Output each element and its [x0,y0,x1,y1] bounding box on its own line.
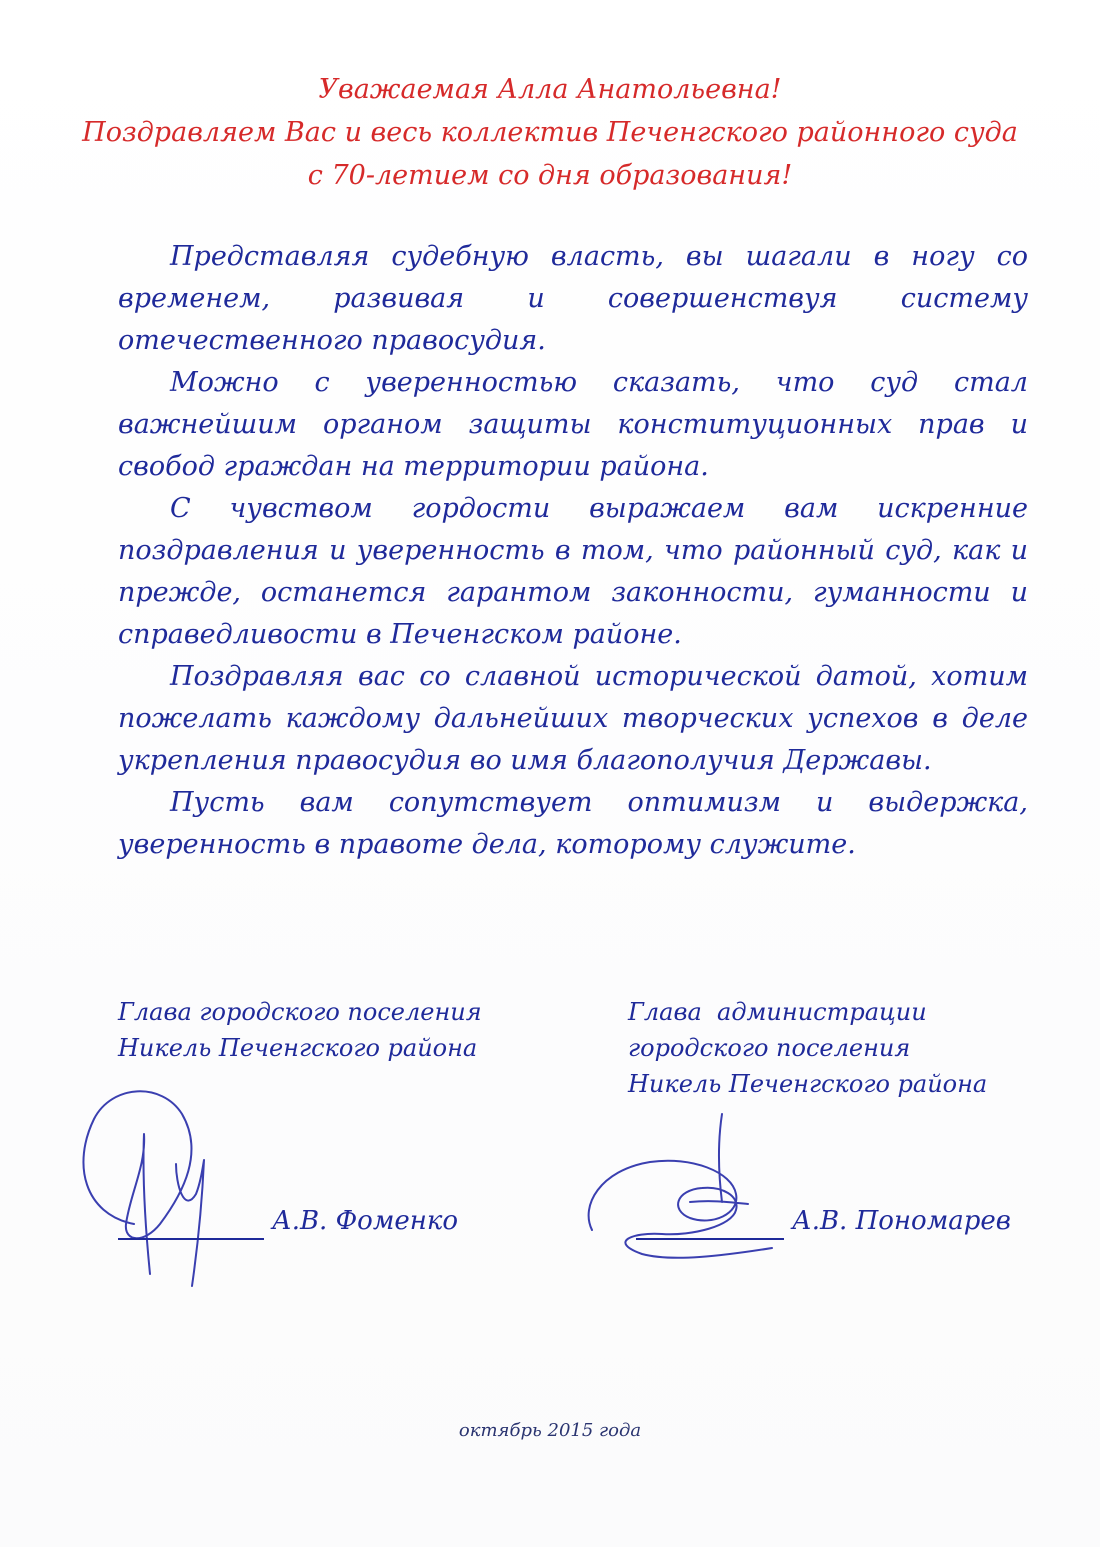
greeting-line-2: Поздравляем Вас и весь коллектив Печенгского районного суда [82,117,1018,148]
left-signature-line [118,1238,264,1240]
greeting-line-3: с 70-летием со дня образования! [307,160,793,191]
left-title-line-1: Глава городского поселения [118,998,482,1026]
left-signer-name: А.В. Фоменко [272,1206,459,1236]
paragraph-4: Поздравляя вас со славной исторической датой, хотим пожелать каждому дальнейших творческих успехов в деле укрепления правосудия во имя благополучия Державы. [118,661,1028,776]
right-signature-line [636,1238,784,1240]
right-title-line-1: Глава администрации [628,998,927,1026]
paragraph-2: Можно с уверенностью сказать, что суд стал важнейшим органом защиты конституционных прав и свобод граждан на территории района. [118,367,1028,482]
letter-date: октябрь 2015 года [458,1420,642,1441]
right-title-line-2: городского поселения [628,1034,911,1062]
paragraph-5: Пусть вам сопутствует оптимизм и выдержка, уверенность в правоте дела, которому служите. [118,787,1028,860]
left-signatory-title [118,994,482,1066]
letter-body [118,236,1028,866]
left-title-line-2: Никель Печенгского района [118,1034,478,1062]
right-signatory-title [628,994,987,1102]
paragraph-1: Представляя судебную власть, вы шагали в ногу со временем, развивая и совершенствуя систему отечественного правосудия. [118,241,1028,356]
greeting-heading [60,68,1040,197]
left-handwritten-signature [64,1074,224,1294]
greeting-line-1: Уважаемая Алла Анатольевна! [318,74,782,105]
right-signer-name: А.В. Пономарев [792,1206,1011,1236]
paragraph-3: С чувством гордости выражаем вам искренние поздравления и уверенность в том, что районный суд, как и прежде, останется гарантом законности, гуманности и справедливости в Печенгском районе. [118,493,1028,650]
right-title-line-3: Никель Печенгского района [628,1070,988,1098]
